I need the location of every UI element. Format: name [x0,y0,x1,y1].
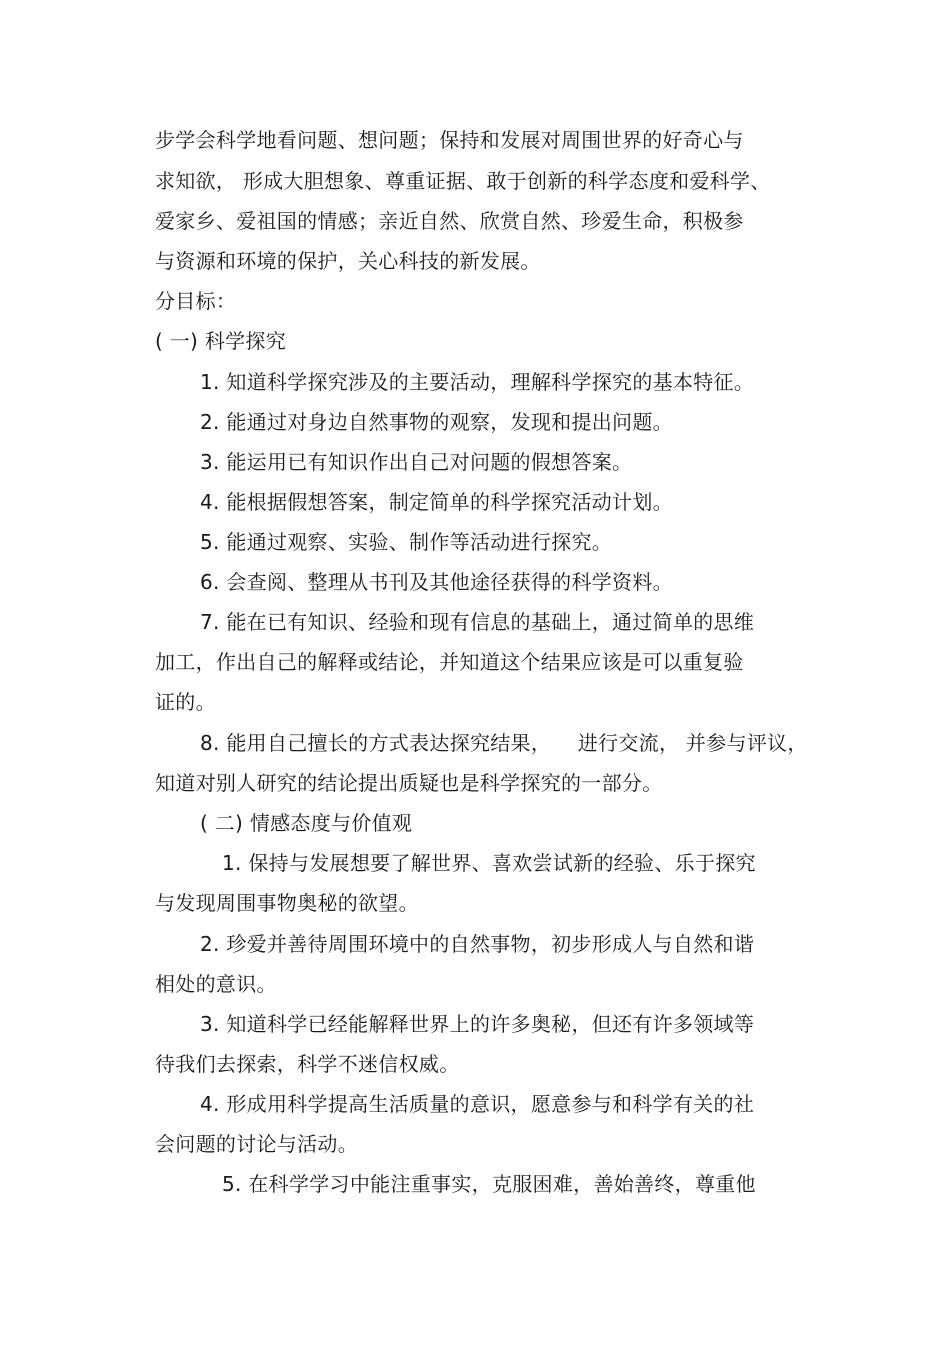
paragraph-line: 步学会科学地看问题、想问题；保持和发展对周围世界的好奇心与 [155,128,744,152]
list-item: 7. 能在已有知识、经验和现有信息的基础上，通过简单的思维 [200,610,755,634]
list-item: 8. 能用自己擅长的方式表达探究结果， 进行交流， 并参与评议， [200,731,808,755]
list-item-continuation: 知道对别人研究的结论提出质疑也是科学探究的一部分。 [155,771,663,795]
section-heading: 分目标： [155,289,237,313]
list-item: 1. 知道科学探究涉及的主要活动，理解科学探究的基本特征。 [200,370,755,394]
list-item: 6. 会查阅、整理从书刊及其他途径获得的科学资料。 [200,570,673,594]
list-item: 3. 能运用已有知识作出自己对问题的假想答案。 [200,450,633,474]
list-item-continuation: 与发现周围事物奥秘的欲望。 [155,891,419,915]
list-item-continuation: 相处的意识。 [155,972,277,996]
paragraph-line: 求知欲， 形成大胆想象、尊重证据、敢于创新的科学态度和爱科学、 [155,169,771,193]
list-item-continuation: 加工，作出自己的解释或结论，并知道这个结果应该是可以重复验 [155,650,744,674]
list-item: 4. 形成用科学提高生活质量的意识，愿意参与和科学有关的社 [200,1092,755,1116]
list-item: 5. 在科学学习中能注重事实，克服困难，善始善终，尊重他 [222,1172,756,1196]
list-item: 4. 能根据假想答案，制定简单的科学探究活动计划。 [200,490,673,514]
list-item: 2. 珍爱并善待周围环境中的自然事物，初步形成人与自然和谐 [200,932,755,956]
list-item-continuation: 会问题的讨论与活动。 [155,1132,358,1156]
section-heading: ( 二) 情感态度与价值观 [200,811,413,835]
list-item: 2. 能通过对身边自然事物的观察，发现和提出问题。 [200,410,673,434]
list-item-continuation: 证的。 [155,690,216,714]
paragraph-line: 与资源和环境的保护，关心科技的新发展。 [155,249,541,273]
list-item-continuation: 待我们去探索，科学不迷信权威。 [155,1052,460,1076]
list-item: 5. 能通过观察、实验、制作等活动进行探究。 [200,530,613,554]
paragraph-line: 爱家乡、爱祖国的情感；亲近自然、欣赏自然、珍爱生命，积极参 [155,209,744,233]
list-item: 1. 保持与发展想要了解世界、喜欢尝试新的经验、乐于探究 [222,851,756,875]
list-item: 3. 知道科学已经能解释世界上的许多奥秘，但还有许多领域等 [200,1012,755,1036]
section-heading: ( 一) 科学探究 [155,329,287,353]
